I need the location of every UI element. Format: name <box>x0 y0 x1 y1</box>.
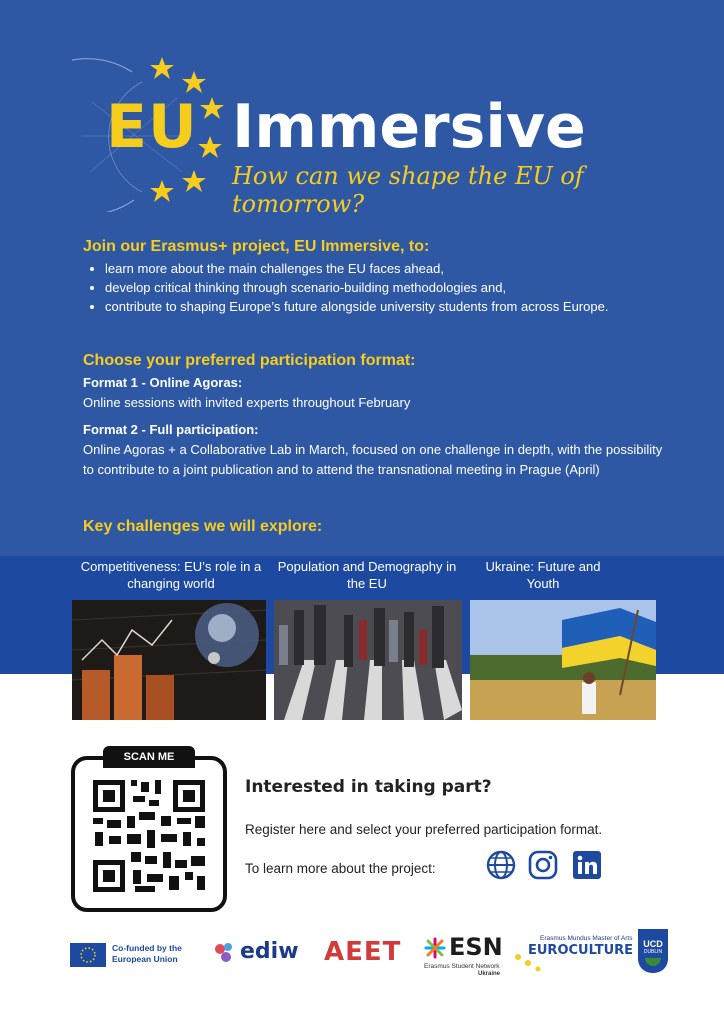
esn-country: Ukraine <box>478 971 501 977</box>
instagram-icon[interactable] <box>528 850 558 880</box>
eu-immersive-logo <box>72 52 672 218</box>
challenge-label-ukraine: Ukraine: Future and Youth <box>485 559 601 591</box>
logo-immersive-text: Immersive <box>232 92 586 162</box>
challenge-label-population: Population and Demography in the EU <box>277 559 457 591</box>
esn-logo: ESN <box>449 933 503 961</box>
ediw-logo: ediw <box>240 939 299 964</box>
qr-code[interactable] <box>75 760 223 908</box>
register-text: Register here and select your preferred participation format. <box>245 822 603 837</box>
logo-eu-text: EU <box>106 92 198 162</box>
ediw-mark-icon <box>212 939 238 965</box>
join-bullet: • contribute to shaping Europe’s future alongside university students from across Europe. <box>105 297 705 316</box>
globe-icon[interactable] <box>486 850 516 880</box>
linkedin-icon[interactable] <box>572 850 602 880</box>
qr-code-frame[interactable] <box>71 756 227 912</box>
ucd-logo-text: UCD <box>643 939 663 949</box>
euroculture-top-text: Erasmus Mundus Master of Arts <box>540 935 633 942</box>
challenge-label-competitiveness: Competitiveness: EU’s role in a changing world <box>80 559 262 591</box>
challenges-heading: Key challenges we will explore: <box>83 518 323 535</box>
join-bullet-list <box>83 259 705 316</box>
format1-text: Online sessions with invited experts throughout February <box>83 395 411 410</box>
eu-cofunded-text: Co-funded by the European Union <box>112 943 182 964</box>
tagline: How can we shape the EU of tomorrow? <box>232 162 584 218</box>
format2-title: Format 2 - Full participation: <box>83 422 259 437</box>
ucd-crest-base <box>645 958 661 966</box>
aeet-logo: AEET <box>324 937 402 967</box>
ucd-crest-icon <box>638 929 668 973</box>
esn-subtitle: Erasmus Student Network <box>424 963 500 970</box>
euroculture-logo: EUROCULTURE <box>528 943 634 958</box>
format2-text: Online Agoras + a Collaborative Lab in March, focused on one challenge in depth, with the possibility to contribute to a joint publication and to attend the transnational meeting in Prague (April) <box>83 442 663 477</box>
formats-heading: Choose your preferred participation format: <box>83 352 416 369</box>
scan-me-label: SCAN ME <box>103 746 195 768</box>
ukraine-image <box>470 600 656 720</box>
register-title: Interested in taking part? <box>245 777 492 797</box>
format1-title: Format 1 - Online Agoras: <box>83 375 243 390</box>
learn-more-text: To learn more about the project: <box>245 861 436 876</box>
join-bullet: • learn more about the main challenges the EU faces ahead, <box>105 259 705 278</box>
eu-flag-icon <box>70 943 106 967</box>
ucd-subtitle: DUBLIN <box>643 949 663 955</box>
esn-star-icon <box>424 937 446 959</box>
population-image <box>274 600 462 720</box>
join-bullet: • develop critical thinking through scenario-building methodologies and, <box>105 278 705 297</box>
competitiveness-image <box>72 600 266 720</box>
partner-logos <box>0 925 724 985</box>
join-heading: Join our Erasmus+ project, EU Immersive, to: <box>83 238 430 255</box>
